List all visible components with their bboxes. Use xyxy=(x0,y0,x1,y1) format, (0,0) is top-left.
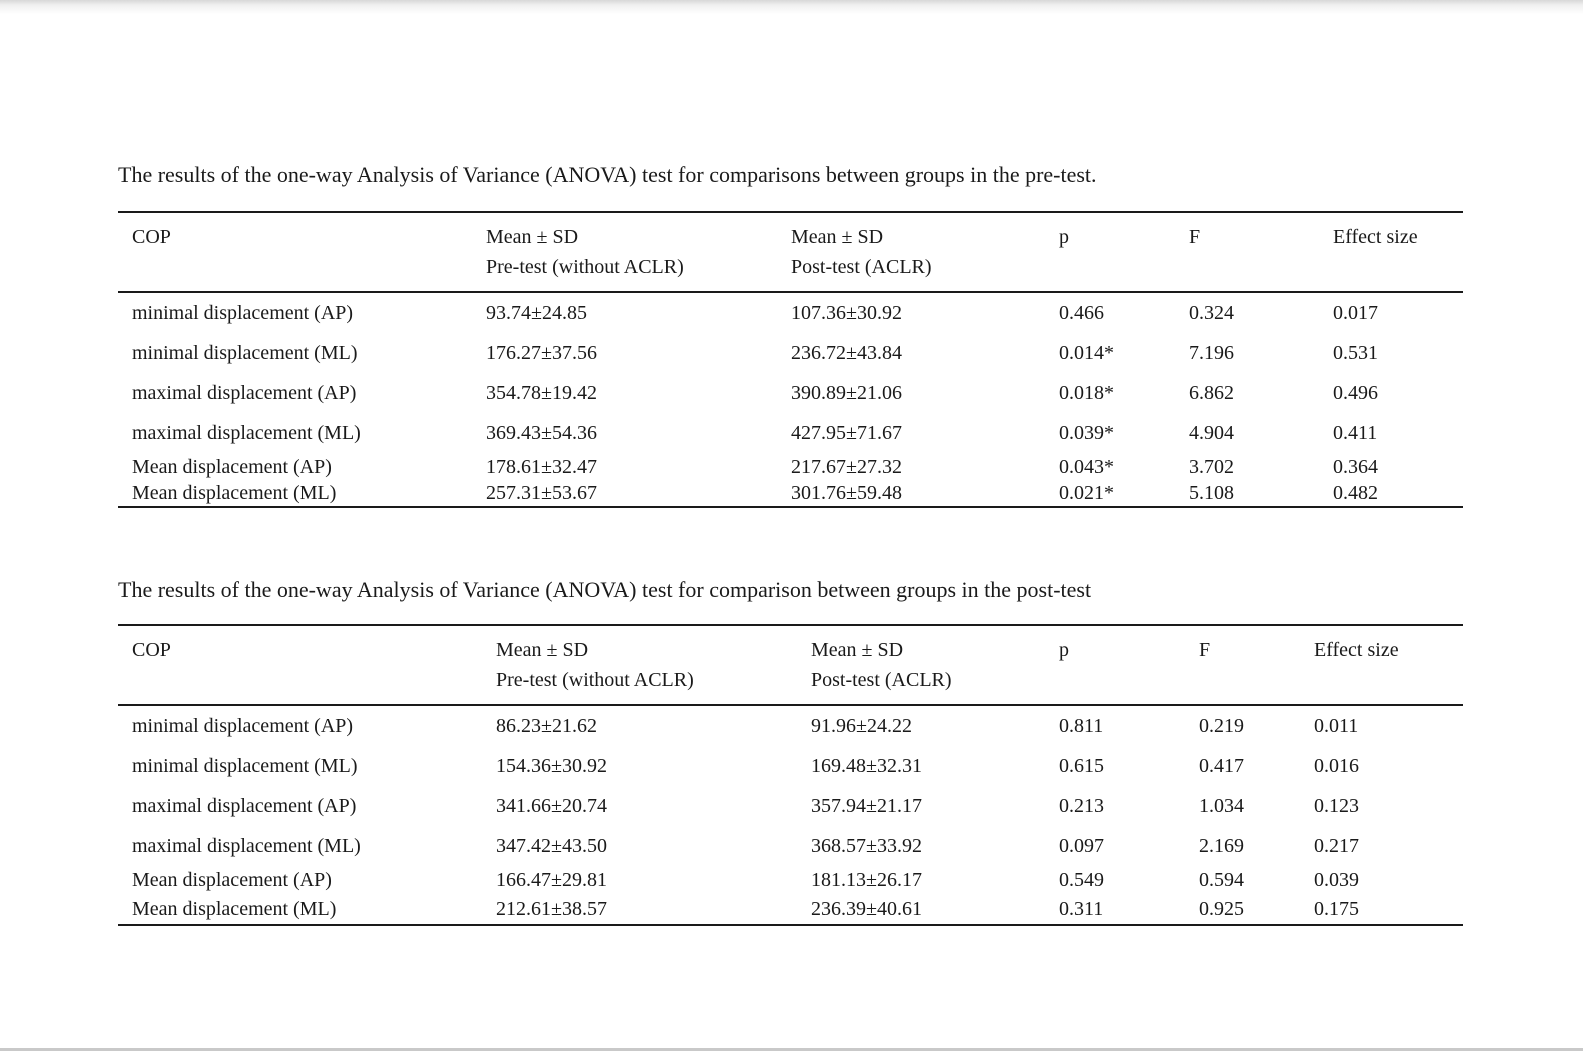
table-body xyxy=(118,706,1463,924)
table-cell: 166.47±29.81 xyxy=(496,869,607,891)
column-header-line1: COP xyxy=(132,226,171,248)
table-cell: 427.95±71.67 xyxy=(791,421,902,444)
table-cell: 0.466 xyxy=(1059,301,1104,324)
table-2-caption: The results of the one-way Analysis of Variance (ANOVA) test for comparison between groups in the post-test xyxy=(118,577,1092,602)
table-cell: 0.016 xyxy=(1314,754,1359,777)
column-header-line1: Mean ± SD xyxy=(486,226,579,248)
table-cell: 0.411 xyxy=(1333,421,1378,444)
table-row xyxy=(118,453,1463,481)
table-cell: 341.66±20.74 xyxy=(496,794,607,817)
table-cell: 357.94±21.17 xyxy=(811,794,922,817)
column-header xyxy=(1059,213,1189,291)
column-header-line2: Pre-test (without ACLR) xyxy=(486,256,684,278)
table-cell: 368.57±33.92 xyxy=(811,834,922,857)
table-cell: 0.811 xyxy=(1059,714,1104,737)
column-header-line1: F xyxy=(1189,226,1201,248)
table-row xyxy=(118,293,1463,333)
table-cell: 4.904 xyxy=(1189,421,1234,444)
table-cell: 0.021* xyxy=(1059,482,1114,504)
table-row xyxy=(118,706,1463,746)
table-cell: 0.097 xyxy=(1059,834,1104,857)
column-header xyxy=(118,213,486,291)
table-cell: 91.96±24.22 xyxy=(811,714,912,737)
table-row xyxy=(118,333,1463,373)
table-cell: 0.496 xyxy=(1333,381,1378,404)
table-cell: 354.78±19.42 xyxy=(486,381,597,404)
table-cell: 0.364 xyxy=(1333,455,1378,478)
table-cell: 3.702 xyxy=(1189,455,1234,478)
table-cell: 5.108 xyxy=(1189,482,1234,504)
table-cell: 0.011 xyxy=(1314,714,1359,737)
table-body xyxy=(118,293,1463,506)
table-cell: 181.13±26.17 xyxy=(811,869,922,891)
table-cell: 93.74±24.85 xyxy=(486,301,587,324)
anova-pretest-table xyxy=(118,211,1463,508)
table-row xyxy=(118,481,1463,506)
column-header xyxy=(1059,626,1199,704)
table-cell: 212.61±38.57 xyxy=(496,898,607,920)
table-1-caption: The results of the one-way Analysis of Variance (ANOVA) test for comparisons between groups in the pre-test. xyxy=(118,162,1097,187)
table-cell: 0.017 xyxy=(1333,301,1378,324)
column-header-line2: Post-test (ACLR) xyxy=(811,669,952,691)
table-cell: Mean displacement (AP) xyxy=(132,869,332,891)
column-header xyxy=(496,626,811,704)
table-cell: 169.48±32.31 xyxy=(811,754,922,777)
table-header xyxy=(118,213,1463,293)
table-cell: 0.123 xyxy=(1314,794,1359,817)
table-cell: 0.039* xyxy=(1059,421,1114,444)
column-header-line1: Mean ± SD xyxy=(791,226,884,248)
table-row xyxy=(118,786,1463,826)
table-cell: 0.311 xyxy=(1059,898,1104,920)
table-cell: 7.196 xyxy=(1189,341,1234,364)
column-header-line2: Pre-test (without ACLR) xyxy=(496,669,694,691)
table-row xyxy=(118,746,1463,786)
column-header xyxy=(1199,626,1314,704)
table-cell: 369.43±54.36 xyxy=(486,421,597,444)
table-cell: 0.217 xyxy=(1314,834,1359,857)
column-header-line1: Effect size xyxy=(1314,639,1399,661)
table-cell: 0.531 xyxy=(1333,341,1378,364)
table-cell: Mean displacement (AP) xyxy=(132,455,332,478)
table-cell: 176.27±37.56 xyxy=(486,341,597,364)
table-cell: 347.42±43.50 xyxy=(496,834,607,857)
table-cell: 0.014* xyxy=(1059,341,1114,364)
column-header xyxy=(811,626,1059,704)
column-header xyxy=(791,213,1059,291)
table-cell: 86.23±21.62 xyxy=(496,714,597,737)
table-cell: 301.76±59.48 xyxy=(791,482,902,504)
table-cell: maximal displacement (AP) xyxy=(132,381,357,404)
table-cell: 178.61±32.47 xyxy=(486,455,597,478)
page-top-shadow xyxy=(0,0,1583,14)
table-cell: 0.219 xyxy=(1199,714,1244,737)
table-cell: 0.482 xyxy=(1333,482,1378,504)
table-cell: 154.36±30.92 xyxy=(496,754,607,777)
column-header xyxy=(118,626,496,704)
column-header xyxy=(1189,213,1333,291)
table-cell: 0.925 xyxy=(1199,898,1244,920)
page-bottom-divider xyxy=(0,1048,1583,1051)
column-header xyxy=(1314,626,1463,704)
table-cell: 0.175 xyxy=(1314,898,1359,920)
table-cell: Mean displacement (ML) xyxy=(132,482,337,504)
table-cell: 2.169 xyxy=(1199,834,1244,857)
table-cell: 0.213 xyxy=(1059,794,1104,817)
table-cell: 0.324 xyxy=(1189,301,1234,324)
column-header-line2: Post-test (ACLR) xyxy=(791,256,932,278)
table-cell: 236.72±43.84 xyxy=(791,341,902,364)
table-cell: minimal displacement (AP) xyxy=(132,714,354,737)
column-header xyxy=(1333,213,1463,291)
table-cell: 0.039 xyxy=(1314,869,1359,891)
table-cell: maximal displacement (ML) xyxy=(132,834,361,857)
column-header-line1: Mean ± SD xyxy=(496,639,589,661)
table-cell: 0.594 xyxy=(1199,869,1244,891)
anova-posttest-table xyxy=(118,624,1463,926)
table-row xyxy=(118,895,1463,924)
table-cell: 0.417 xyxy=(1199,754,1244,777)
column-header-line1: COP xyxy=(132,639,171,661)
table-cell: 0.043* xyxy=(1059,455,1114,478)
table-cell: 6.862 xyxy=(1189,381,1234,404)
table-cell: 390.89±21.06 xyxy=(791,381,902,404)
table-row xyxy=(118,866,1463,895)
table-cell: minimal displacement (ML) xyxy=(132,341,358,364)
column-header-line1: p xyxy=(1059,639,1069,661)
table-row xyxy=(118,373,1463,413)
table-cell: 107.36±30.92 xyxy=(791,301,902,324)
table-cell: 236.39±40.61 xyxy=(811,898,922,920)
table-cell: 0.018* xyxy=(1059,381,1114,404)
table-cell: Mean displacement (ML) xyxy=(132,898,337,920)
table-cell: maximal displacement (ML) xyxy=(132,421,361,444)
table-cell: minimal displacement (AP) xyxy=(132,301,354,324)
table-cell: 1.034 xyxy=(1199,794,1244,817)
table-cell: 0.549 xyxy=(1059,869,1104,891)
column-header-line1: p xyxy=(1059,226,1069,248)
column-header xyxy=(486,213,791,291)
table-header xyxy=(118,626,1463,706)
column-header-line1: Effect size xyxy=(1333,226,1418,248)
table-row xyxy=(118,826,1463,866)
column-header-line1: F xyxy=(1199,639,1211,661)
table-cell: minimal displacement (ML) xyxy=(132,754,358,777)
table-cell: 257.31±53.67 xyxy=(486,482,597,504)
table-cell: maximal displacement (AP) xyxy=(132,794,357,817)
table-row xyxy=(118,413,1463,453)
table-cell: 0.615 xyxy=(1059,754,1104,777)
column-header-line1: Mean ± SD xyxy=(811,639,904,661)
table-cell: 217.67±27.32 xyxy=(791,455,902,478)
